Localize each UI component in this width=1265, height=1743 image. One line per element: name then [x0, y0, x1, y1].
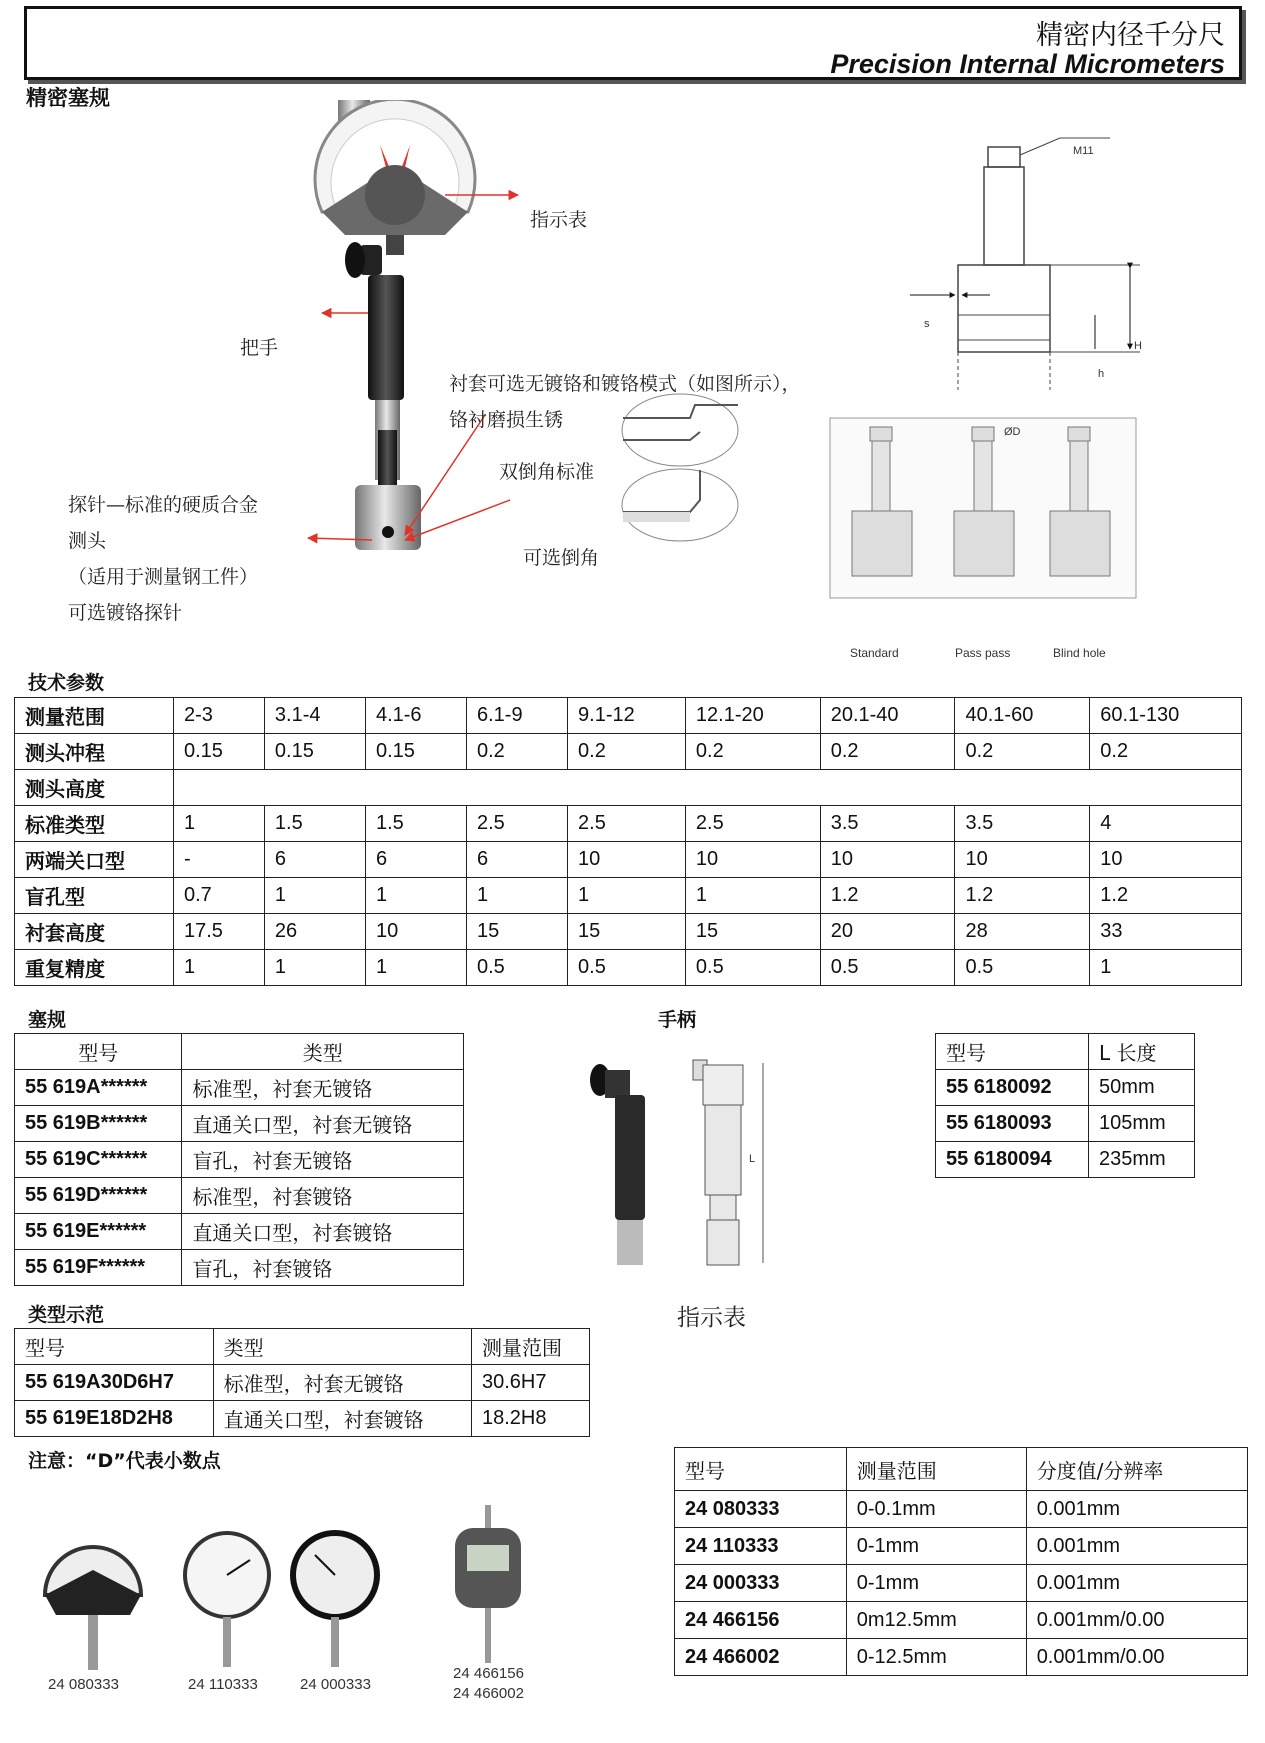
- spec-cell: 10: [820, 842, 955, 878]
- spec-cell: 0.7: [174, 878, 265, 914]
- callout-sleeve-2: 铬衬磨损生锈: [449, 409, 564, 431]
- table-cell: 55 619B******: [15, 1106, 182, 1142]
- gauge-24000333-icon: [293, 1533, 377, 1667]
- spec-cell: 1: [365, 950, 466, 986]
- table-row: [15, 1106, 464, 1142]
- spec-row: [15, 950, 1242, 986]
- spec-cell: 10: [685, 842, 820, 878]
- spec-cell: 0.2: [568, 734, 686, 770]
- optional-chamfer-detail-icon: [622, 469, 738, 541]
- spec-cell: 26: [264, 914, 365, 950]
- spec-cell: 1: [365, 878, 466, 914]
- spec-cell: 28: [955, 914, 1090, 950]
- spec-cell: 1.2: [1090, 878, 1242, 914]
- gauge-24110333-icon: [185, 1533, 269, 1667]
- spec-table: [14, 697, 1242, 986]
- table-cell: 0.001mm/0.00: [1026, 1602, 1247, 1639]
- section-title-example: 类型示范: [28, 1304, 105, 1326]
- spec-cell: 4.1-6: [365, 698, 466, 734]
- spec-cell: 1.2: [955, 878, 1090, 914]
- callout-sleeve-1: 衬套可选无镀铬和镀铬模式（如图所示），: [449, 373, 801, 395]
- label-blind: Blind hole: [1053, 646, 1106, 660]
- callout-indicator: 指示表: [530, 209, 588, 231]
- label-h: h: [1098, 368, 1105, 380]
- dial-indicator-icon: [315, 100, 475, 255]
- spec-cell: 1: [174, 950, 265, 986]
- table-row: [936, 1106, 1195, 1142]
- spec-cell: 3.5: [820, 806, 955, 842]
- table-row: [675, 1639, 1248, 1676]
- table-cell: 直通关口型，衬套镀铬: [213, 1401, 471, 1437]
- spec-cell: 0.15: [264, 734, 365, 770]
- spec-cell: 3.1-4: [264, 698, 365, 734]
- gauge-handle-icon: [345, 242, 421, 550]
- spec-row-label: 标准类型: [15, 806, 174, 842]
- table-row: [675, 1491, 1248, 1528]
- example-header-model: 型号: [15, 1329, 214, 1365]
- gauge-caption-5: 24 466002: [453, 1685, 524, 1702]
- label-H: H: [1134, 340, 1142, 352]
- spec-cell: 1: [1090, 950, 1242, 986]
- table-cell: 0-0.1mm: [846, 1491, 1026, 1528]
- spec-row-label: 测头高度: [15, 770, 174, 806]
- spec-cell: 10: [365, 914, 466, 950]
- spec-cell: 6: [365, 842, 466, 878]
- spec-row: [15, 734, 1242, 770]
- section-title-plug-gauge: 精密塞规: [26, 86, 110, 110]
- spec-cell: 0.5: [685, 950, 820, 986]
- table-cell: 235mm: [1089, 1142, 1195, 1178]
- table-cell: 55 619E******: [15, 1214, 182, 1250]
- spec-cell: 10: [955, 842, 1090, 878]
- spec-row: [15, 698, 1242, 734]
- table-cell: 55 619A******: [15, 1070, 182, 1106]
- double-chamfer-detail-icon: [622, 394, 738, 466]
- spec-row-label: 盲孔型: [15, 878, 174, 914]
- bushing-types-panel: [830, 418, 1136, 598]
- table-row: [936, 1142, 1195, 1178]
- indicator-header-resolution: 分度值/分辨率: [1026, 1448, 1247, 1491]
- spec-cell: 0.2: [466, 734, 567, 770]
- spec-cell: 6: [466, 842, 567, 878]
- spec-cell: 1: [264, 950, 365, 986]
- spec-cell: 0.15: [365, 734, 466, 770]
- table-cell: 0.001mm: [1026, 1565, 1247, 1602]
- spec-cell: 0.5: [568, 950, 686, 986]
- indicator-title: 指示表: [677, 1305, 746, 1331]
- table-cell: 55 6180093: [936, 1106, 1089, 1142]
- gauge-digital-icon: [455, 1505, 521, 1663]
- table-cell: 24 110333: [675, 1528, 847, 1565]
- page-header: [24, 6, 1242, 80]
- spec-cell: 33: [1090, 914, 1242, 950]
- spec-cell: 40.1-60: [955, 698, 1090, 734]
- table-cell: 55 619E18D2H8: [15, 1401, 214, 1437]
- table-row: [15, 1250, 464, 1286]
- spec-cell: 1: [174, 806, 265, 842]
- spec-cell: 1: [685, 878, 820, 914]
- spec-cell: 2-3: [174, 698, 265, 734]
- label-pass: Pass pass: [955, 646, 1011, 660]
- table-cell: 直通关口型，衬套无镀铬: [182, 1106, 464, 1142]
- section-title-tech: 技术参数: [28, 672, 105, 694]
- label-s: s: [924, 318, 930, 330]
- spec-cell: 0.5: [466, 950, 567, 986]
- table-cell: 标准型，衬套无镀铬: [213, 1365, 471, 1401]
- indicator-table: [674, 1447, 1248, 1676]
- table-cell: 105mm: [1089, 1106, 1195, 1142]
- spec-row: [15, 914, 1242, 950]
- handle-header-model: 型号: [936, 1034, 1089, 1070]
- spec-row: [15, 878, 1242, 914]
- spec-cell: 6.1-9: [466, 698, 567, 734]
- table-cell: 0.001mm: [1026, 1491, 1247, 1528]
- gauge-caption-4: 24 466156: [453, 1665, 524, 1682]
- spec-cell: 15: [685, 914, 820, 950]
- table-row: [15, 1142, 464, 1178]
- spec-cell: 1.5: [365, 806, 466, 842]
- section-title-handle: 手柄: [658, 1009, 697, 1031]
- table-cell: 30.6H7: [471, 1365, 589, 1401]
- spec-row-label: 重复精度: [15, 950, 174, 986]
- handle-label-l: L: [749, 1153, 756, 1165]
- spec-cell: 12.1-20: [685, 698, 820, 734]
- example-header-range: 测量范围: [471, 1329, 589, 1365]
- callout-double-chamfer: 双倒角标准: [499, 461, 595, 483]
- table-cell: 24 466002: [675, 1639, 847, 1676]
- spec-cell: 0.2: [685, 734, 820, 770]
- handle-header-length: L 长度: [1089, 1034, 1195, 1070]
- spec-cell: 6: [264, 842, 365, 878]
- table-cell: 0-1mm: [846, 1528, 1026, 1565]
- callout-probe-2: 测头: [68, 530, 107, 552]
- table-row: [15, 1401, 590, 1437]
- spec-cell: 0.5: [820, 950, 955, 986]
- spec-cell: 0.2: [955, 734, 1090, 770]
- table-row: [15, 1178, 464, 1214]
- spec-cell: 0.15: [174, 734, 265, 770]
- spec-cell: 1: [466, 878, 567, 914]
- spec-cell: 3.5: [955, 806, 1090, 842]
- label-standard: Standard: [850, 646, 899, 660]
- note-decimal: 注意：“D”代表小数点: [28, 1450, 221, 1472]
- table-row: [675, 1565, 1248, 1602]
- handle-illustration: [585, 1055, 775, 1275]
- table-cell: 55 619F******: [15, 1250, 182, 1286]
- plug-table: [14, 1033, 464, 1286]
- callout-probe-4: 可选镀铬探针: [68, 602, 183, 624]
- spec-empty-cell: [174, 770, 1242, 806]
- title-en: Precision Internal Micrometers: [830, 49, 1225, 79]
- table-cell: 24 080333: [675, 1491, 847, 1528]
- table-row: [15, 1365, 590, 1401]
- spec-cell: 1.2: [820, 878, 955, 914]
- callout-handle: 把手: [240, 337, 279, 359]
- spec-cell: 0.2: [820, 734, 955, 770]
- spec-cell: 2.5: [466, 806, 567, 842]
- spec-row: [15, 842, 1242, 878]
- spec-row: [15, 770, 1242, 806]
- table-cell: 0.001mm: [1026, 1528, 1247, 1565]
- spec-row: [15, 806, 1242, 842]
- spec-cell: 10: [1090, 842, 1242, 878]
- table-row: [936, 1070, 1195, 1106]
- table-cell: 55 6180092: [936, 1070, 1089, 1106]
- callout-probe-1: 探针—标准的硬质合金: [68, 494, 259, 516]
- example-table: [14, 1328, 590, 1437]
- spec-cell: -: [174, 842, 265, 878]
- spec-cell: 1: [568, 878, 686, 914]
- spec-cell: 1.5: [264, 806, 365, 842]
- spec-cell: 0.5: [955, 950, 1090, 986]
- table-cell: 55 6180094: [936, 1142, 1089, 1178]
- spec-row-label: 衬套高度: [15, 914, 174, 950]
- spec-cell: 15: [568, 914, 686, 950]
- table-cell: 55 619D******: [15, 1178, 182, 1214]
- spec-row-label: 测量范围: [15, 698, 174, 734]
- table-cell: 55 619A30D6H7: [15, 1365, 214, 1401]
- table-row: [675, 1602, 1248, 1639]
- table-row: [15, 1214, 464, 1250]
- spec-cell: 20.1-40: [820, 698, 955, 734]
- table-cell: 直通关口型，衬套镀铬: [182, 1214, 464, 1250]
- indicator-header-range: 测量范围: [846, 1448, 1026, 1491]
- indicator-header-model: 型号: [675, 1448, 847, 1491]
- table-cell: 24 000333: [675, 1565, 847, 1602]
- plug-header-type: 类型: [182, 1034, 464, 1070]
- gauge-24080333-icon: [45, 1547, 141, 1670]
- table-row: [675, 1528, 1248, 1565]
- table-row: [15, 1070, 464, 1106]
- gauge-caption-1: 24 080333: [48, 1676, 119, 1693]
- gauge-caption-2: 24 110333: [188, 1676, 258, 1693]
- example-header-type: 类型: [213, 1329, 471, 1365]
- table-cell: 标准型，衬套镀铬: [182, 1178, 464, 1214]
- handle-table: [935, 1033, 1195, 1178]
- spec-cell: 2.5: [685, 806, 820, 842]
- title-cn: 精密内径千分尺: [1036, 20, 1225, 51]
- spec-cell: 2.5: [568, 806, 686, 842]
- table-cell: 50mm: [1089, 1070, 1195, 1106]
- bushing-dimension-drawing: [910, 138, 1140, 390]
- table-cell: 0.001mm/0.00: [1026, 1639, 1247, 1676]
- callout-probe-3: （适用于测量钢工件）: [68, 566, 259, 588]
- spec-row-label: 两端关口型: [15, 842, 174, 878]
- label-m11: M11: [1073, 145, 1094, 157]
- table-cell: 标准型，衬套无镀铬: [182, 1070, 464, 1106]
- table-cell: 0m12.5mm: [846, 1602, 1026, 1639]
- plug-header-model: 型号: [15, 1034, 182, 1070]
- spec-cell: 10: [568, 842, 686, 878]
- spec-cell: 17.5: [174, 914, 265, 950]
- label-od: ØD: [1004, 426, 1021, 438]
- spec-cell: 20: [820, 914, 955, 950]
- gauge-caption-3: 24 000333: [300, 1676, 371, 1693]
- table-cell: 盲孔，衬套镀铬: [182, 1250, 464, 1286]
- table-cell: 18.2H8: [471, 1401, 589, 1437]
- spec-cell: 60.1-130: [1090, 698, 1242, 734]
- table-cell: 盲孔，衬套无镀铬: [182, 1142, 464, 1178]
- table-cell: 55 619C******: [15, 1142, 182, 1178]
- spec-cell: 9.1-12: [568, 698, 686, 734]
- spec-cell: 4: [1090, 806, 1242, 842]
- spec-cell: 0.2: [1090, 734, 1242, 770]
- spec-cell: 15: [466, 914, 567, 950]
- section-title-plug: 塞规: [28, 1009, 67, 1031]
- spec-row-label: 测头冲程: [15, 734, 174, 770]
- table-cell: 0-12.5mm: [846, 1639, 1026, 1676]
- table-cell: 0-1mm: [846, 1565, 1026, 1602]
- callout-optional-chamfer: 可选倒角: [523, 547, 600, 569]
- spec-cell: 1: [264, 878, 365, 914]
- table-cell: 24 466156: [675, 1602, 847, 1639]
